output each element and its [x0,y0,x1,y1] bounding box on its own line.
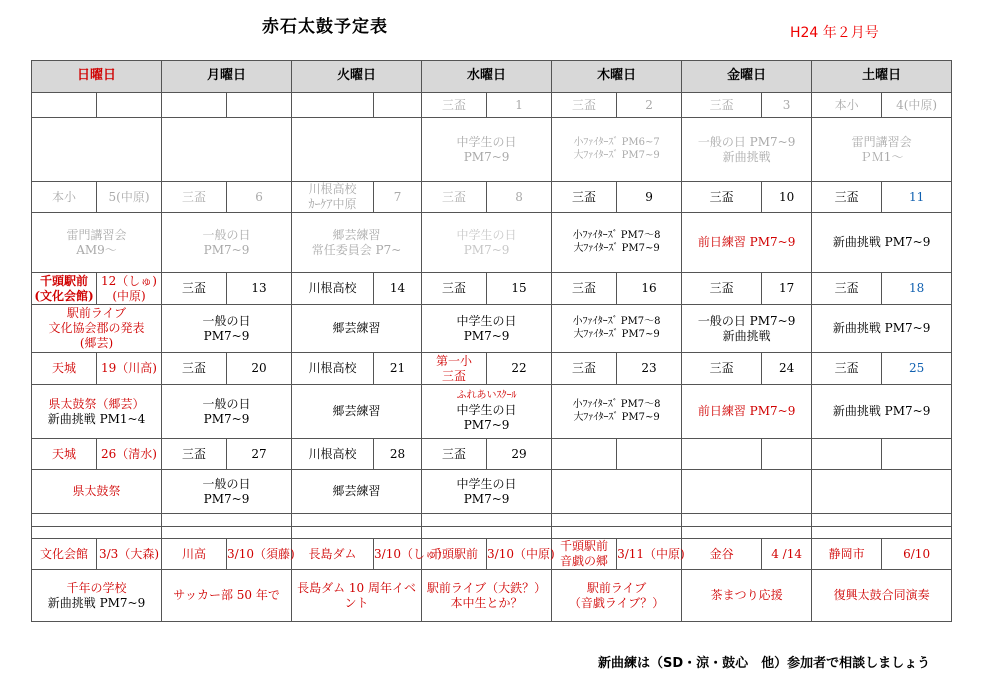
event-cell: 前日練習 PM7~9 [682,213,812,273]
event-cell: 長島ダム 10 周年イベント [292,570,422,622]
date-cell: 26（清水) [97,439,162,470]
day-header-fri: 金曜日 [682,61,812,93]
event-cell: 駅前ライブ（大鉄？） 本中生とか？ [422,570,552,622]
date-cell: 14 [374,273,422,305]
venue-cell: 三盃 [682,273,762,305]
date-cell: 20 [227,353,292,385]
venue-cell: 千頭駅前 (文化会館) [32,273,97,305]
venue-cell: 三盃 [162,182,227,213]
day-header-tue: 火曜日 [292,61,422,93]
date-cell: 19（川高) [97,353,162,385]
venue-cell: 三盃 [552,182,617,213]
venue-cell: 長島ダム [292,539,374,570]
date-cell: 5(中原) [97,182,162,213]
event-cell: 駅前ライブ （音戯ライブ？） [552,570,682,622]
schedule-table [31,60,952,622]
week-4-date-row [32,353,952,385]
date-cell: 7 [374,182,422,213]
venue-cell: 三盃 [162,439,227,470]
week-4-event-row [32,385,952,439]
date-cell: 23 [617,353,682,385]
event-cell: 新曲挑戦 PM7~9 [812,305,952,353]
event-cell: サッカー部 50 年で [162,570,292,622]
date-cell: 21 [374,353,422,385]
date-cell: 10 [762,182,812,213]
week-5-event-row [32,470,952,514]
event-cell: 駅前ライブ 文化協会郡の発表 (郷芸) [32,305,162,353]
event-cell: 小ﾌｧｲﾀｰｽﾞ PM7～8 大ﾌｧｲﾀｰｽﾞ PM7~9 [552,305,682,353]
venue-cell: 文化会館 [32,539,97,570]
week-2-event-row [32,213,952,273]
venue-cell: 金谷 [682,539,762,570]
date-cell: 4(中原) [882,93,952,118]
venue-cell: 川高 [162,539,227,570]
date-cell: 3/11（中原) [617,539,682,570]
event-cell: 中学生の日 PM7~9 [422,305,552,353]
event-cell: 新曲挑戦 PM7~9 [812,385,952,439]
day-header-wed: 水曜日 [422,61,552,93]
day-header-sat: 土曜日 [812,61,952,93]
day-header-sun: 日曜日 [32,61,162,93]
venue-cell: 三盃 [682,93,762,118]
event-cell: 雷門講習会 AM9～ [32,213,162,273]
venue-cell: 三盃 [422,93,487,118]
venue-cell: 三盃 [162,353,227,385]
date-cell: 16 [617,273,682,305]
venue-cell: 本小 [32,182,97,213]
spacer-row [32,514,952,527]
venue-cell: 三盃 [422,273,487,305]
venue-cell: 千頭駅前 [422,539,487,570]
venue-cell: 三盃 [682,353,762,385]
venue-cell: 川根高校 [292,353,374,385]
event-cell: 新曲挑戦 PM7~9 [812,213,952,273]
date-cell: 25 [882,353,952,385]
week-2-date-row [32,182,952,213]
event-cell: 中学生の日 PM7~9 [422,213,552,273]
footer-note: 新曲練は（SD・涼・鼓心 他）参加者で相談しましょう [598,656,931,671]
event-cell: ふれあいｽｸｰﾙ 中学生の日 PM7~9 [422,385,552,439]
future-date-row [32,539,952,570]
venue-cell: 三盃 [812,353,882,385]
event-cell: 一般の日 PM7~9 新曲挑戦 [682,305,812,353]
venue-cell: 静岡市 [812,539,882,570]
date-cell: 13 [227,273,292,305]
date-cell: 1 [487,93,552,118]
date-cell: 3/3（大森) [97,539,162,570]
date-cell: 3/10（しゅ) [374,539,422,570]
week-3-date-row [32,273,952,305]
date-cell: 17 [762,273,812,305]
venue-cell: 天城 [32,439,97,470]
venue-cell: 三盃 [162,273,227,305]
date-cell: 6 [227,182,292,213]
event-cell: 郷芸練習 [292,305,422,353]
date-cell: 22 [487,353,552,385]
event-cell: 茶まつり応援 [682,570,812,622]
event-cell: 県太鼓祭（郷芸） 新曲挑戦 PM1~4 [32,385,162,439]
venue-cell: 天城 [32,353,97,385]
week-3-event-row [32,305,952,353]
page-title: 赤石太鼓予定表 [262,17,388,37]
venue-cell: 三盃 [552,273,617,305]
event-cell: 小ﾌｧｲﾀｰｽﾞ PM6~7 大ﾌｧｲﾀｰｽﾞ PM7~9 [552,118,682,182]
event-cell: 一般の日 PM7~9 [162,385,292,439]
event-cell: 一般の日 PM7~9 [162,213,292,273]
event-cell: 一般の日 PM7~9 [162,470,292,514]
date-cell: 6/10 [882,539,952,570]
event-cell: 県太鼓祭 [32,470,162,514]
date-cell: 24 [762,353,812,385]
event-cell: 郷芸練習 [292,470,422,514]
date-cell: 3 [762,93,812,118]
venue-cell: 川根高校 ｶｰｹｱ中原 [292,182,374,213]
venue-cell: 川根高校 [292,439,374,470]
date-cell: 8 [487,182,552,213]
venue-cell: 川根高校 [292,273,374,305]
week-1-event-row [32,118,952,182]
date-cell: 4 /14 [762,539,812,570]
venue-cell: 三盃 [422,182,487,213]
event-cell: 雷門講習会 ＰＭ1～ [812,118,952,182]
event-cell: 小ﾌｧｲﾀｰｽﾞ PM7～8 大ﾌｧｲﾀｰｽﾞ PM7~9 [552,385,682,439]
date-cell: 29 [487,439,552,470]
date-cell: 11 [882,182,952,213]
week-1-date-row [32,93,952,118]
event-cell: 小ﾌｧｲﾀｰｽﾞ PM7～8 大ﾌｧｲﾀｰｽﾞ PM7~9 [552,213,682,273]
event-cell: 千年の学校 新曲挑戦 PM7~9 [32,570,162,622]
event-cell: 郷芸練習 [292,385,422,439]
venue-cell: 三盃 [422,439,487,470]
venue-cell: 三盃 [812,273,882,305]
event-cell: 復興太鼓合同演奏 [812,570,952,622]
date-cell: 18 [882,273,952,305]
day-header-thu: 木曜日 [552,61,682,93]
week-5-date-row [32,439,952,470]
venue-cell: 第一小 三盃 [422,353,487,385]
date-cell: 12（しゅ) (中原) [97,273,162,305]
day-header-mon: 月曜日 [162,61,292,93]
date-cell: 9 [617,182,682,213]
event-cell: 郷芸練習 常任委員会 P7~ [292,213,422,273]
date-cell: 2 [617,93,682,118]
future-event-row [32,570,952,622]
date-cell: 3/10（須藤) [227,539,292,570]
spacer-row [32,527,952,539]
venue-cell: 本小 [812,93,882,118]
event-cell: 一般の日 PM7~9 新曲挑戦 [682,118,812,182]
venue-cell: 三盃 [552,353,617,385]
issue-label: H24 年２月号 [790,25,879,41]
day-header-row [32,61,952,93]
event-cell: 中学生の日 PM7~9 [422,470,552,514]
venue-cell: 千頭駅前 音戯の郷 [552,539,617,570]
event-cell: 中学生の日 PM7~9 [422,118,552,182]
date-cell: 28 [374,439,422,470]
event-cell: 前日練習 PM7~9 [682,385,812,439]
date-cell: 27 [227,439,292,470]
venue-cell: 三盃 [812,182,882,213]
event-cell: 一般の日 PM7~9 [162,305,292,353]
venue-cell: 三盃 [682,182,762,213]
date-cell: 3/10（中原) [487,539,552,570]
date-cell: 15 [487,273,552,305]
venue-cell: 三盃 [552,93,617,118]
